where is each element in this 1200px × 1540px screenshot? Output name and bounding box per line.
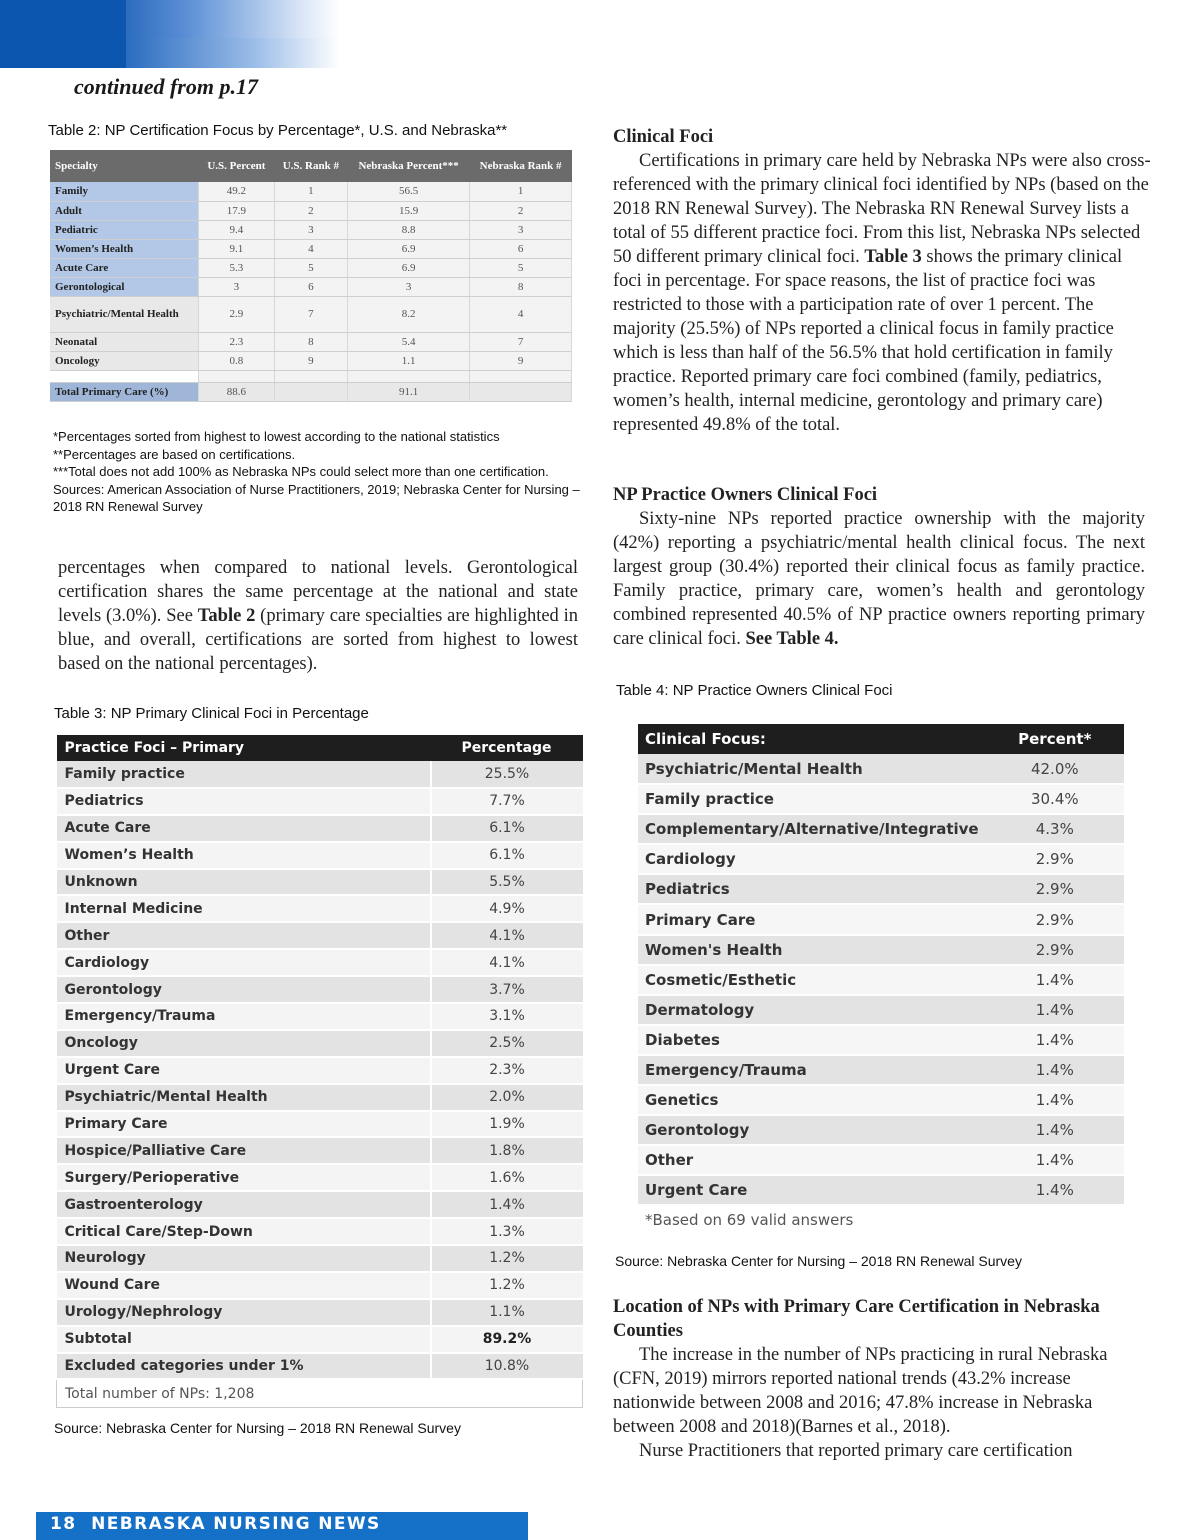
table-row [50, 277, 572, 296]
table2-ne-percent: 8.8 [348, 220, 470, 239]
table-row [638, 965, 1124, 995]
header-blue-block [0, 0, 126, 68]
table4-caption: Table 4: NP Practice Owners Clinical Foci [616, 682, 893, 699]
table-row [57, 1299, 583, 1326]
table3-foci-label: Primary Care [57, 1111, 431, 1138]
header-fade [126, 38, 340, 68]
table3-foci-label: Acute Care [57, 815, 431, 842]
table4-percent: 1.4% [986, 1175, 1124, 1205]
table-row [638, 1175, 1124, 1205]
table2-note: ***Total does not add 100% as Nebraska NPs could select more than one certification. [53, 464, 549, 479]
table4-percent: 1.4% [986, 1055, 1124, 1085]
clinical-foci-text: Certifications in primary care held by Nebraska NPs were also cross-referenced with the primary clinical foci identified by NPs (based on the 2018 RN Renewal Survey). The Nebraska RN Renewal Survey lists a total of 55 different practice foci. From this list, Nebraska NPs selected 50 different primary clinical foci. [613, 151, 1151, 267]
table4-focus-label: Women's Health [638, 935, 986, 965]
table-row [50, 296, 572, 332]
table3-percentage: 6.1% [431, 815, 583, 842]
table-row [57, 1272, 583, 1299]
table3-percentage: 25.5% [431, 761, 583, 788]
table2-caption: Table 2: NP Certification Focus by Percentage*, U.S. and Nebraska** [48, 122, 508, 139]
table4-percent: 42.0% [986, 754, 1124, 784]
table4-focus-label: Genetics [638, 1085, 986, 1115]
table3-foci-label: Oncology [57, 1030, 431, 1057]
table2-ne-rank: 4 [470, 296, 572, 332]
table-row [57, 788, 583, 815]
table3-foci-label: Cardiology [57, 949, 431, 976]
table-row [638, 1025, 1124, 1055]
table3-percentage: 2.5% [431, 1030, 583, 1057]
table3-percentage: 1.9% [431, 1111, 583, 1138]
table2-us-rank: 4 [274, 239, 347, 258]
table2-us-percent: 9.1 [199, 239, 274, 258]
table2-specialty: Psychiatric/Mental Health [50, 296, 199, 332]
table-spacer-row [50, 370, 572, 382]
table-row [50, 332, 572, 351]
table2-reference: Table 2 [197, 606, 256, 626]
table3-percentage: 89.2% [431, 1326, 583, 1353]
table3-foci-label: Gerontology [57, 976, 431, 1003]
table4-reference: See Table 4. [745, 629, 839, 649]
table4-percent: 1.4% [986, 1115, 1124, 1145]
table2-specialty: Adult [50, 201, 199, 220]
table4-focus-label: Family practice [638, 784, 986, 814]
table4-focus-label: Pediatrics [638, 874, 986, 904]
table-row [638, 904, 1124, 934]
table2-note: **Percentages are based on certifications. [53, 446, 296, 462]
table-row [638, 814, 1124, 844]
table3-foci-label: Critical Care/Step-Down [57, 1218, 431, 1245]
table3-percentage: 3.1% [431, 1003, 583, 1030]
table4-focus-label: Other [638, 1145, 986, 1175]
table2-ne-rank: 2 [470, 201, 572, 220]
location-paragraph-2: Nurse Practitioners that reported primary care certification [639, 1441, 1073, 1461]
table2-header-specialty: Specialty [50, 150, 199, 182]
table3-foci-label: Internal Medicine [57, 895, 431, 922]
table4-percent: 2.9% [986, 874, 1124, 904]
table-row [50, 220, 572, 239]
table3-foci-label: Women’s Health [57, 842, 431, 869]
table4-focus-label: Psychiatric/Mental Health [638, 754, 986, 784]
table-row [638, 995, 1124, 1025]
table4-percent: 2.9% [986, 904, 1124, 934]
publication-name: NEBRASKA NURSING NEWS [91, 1514, 381, 1534]
table-row [638, 1055, 1124, 1085]
table2 [50, 150, 572, 402]
table2-ne-rank: 6 [470, 239, 572, 258]
table-row [50, 351, 572, 370]
table4-valid-answers-note: *Based on 69 valid answers [638, 1205, 1124, 1235]
table4-focus-label: Cosmetic/Esthetic [638, 965, 986, 995]
table2-ne-percent: 15.9 [348, 201, 470, 220]
table3-foci-label: Hospice/Palliative Care [57, 1137, 431, 1164]
table-row [638, 784, 1124, 814]
location-heading: Location of NPs with Primary Care Certification in Nebraska Counties [613, 1297, 1100, 1341]
table4-percent: 1.4% [986, 1085, 1124, 1115]
continued-from-label: continued from p.17 [74, 74, 258, 99]
owners-paragraph [613, 507, 1145, 651]
table3-source: Source: Nebraska Center for Nursing – 2018 RN Renewal Survey [54, 1420, 461, 1436]
table2-us-rank: 8 [274, 332, 347, 351]
table3-percentage: 10.8% [431, 1353, 583, 1380]
table4-focus-label: Cardiology [638, 844, 986, 874]
table4-focus-label: Diabetes [638, 1025, 986, 1055]
table3-total-nps: Total number of NPs: 1,208 [57, 1379, 583, 1407]
table-row [50, 201, 572, 220]
table-row [57, 1353, 583, 1380]
table2-header-us-percent: U.S. Percent [199, 150, 274, 182]
table-row [57, 1111, 583, 1138]
table2-specialty: Gerontological [50, 277, 199, 296]
table-row [57, 1003, 583, 1030]
table2-header-ne-rank: Nebraska Rank # [470, 150, 572, 182]
table-row [57, 922, 583, 949]
table-row [638, 935, 1124, 965]
table3-foci-label: Other [57, 922, 431, 949]
table2-ne-rank: 1 [470, 182, 572, 201]
table2-us-rank: 3 [274, 220, 347, 239]
table4-focus-label: Urgent Care [638, 1175, 986, 1205]
table3-caption: Table 3: NP Primary Clinical Foci in Percentage [54, 705, 369, 722]
clinical-foci-heading: Clinical Foci [613, 127, 714, 147]
table2-specialty: Neonatal [50, 332, 199, 351]
table-row [57, 1137, 583, 1164]
table3-foci-label: Neurology [57, 1245, 431, 1272]
table2-notes [53, 428, 583, 516]
table4-percent: 2.9% [986, 935, 1124, 965]
table-row [638, 1145, 1124, 1175]
table3-foci-label: Pediatrics [57, 788, 431, 815]
table3-percentage: 1.8% [431, 1137, 583, 1164]
table2-ne-percent: 56.5 [348, 182, 470, 201]
table2-header-ne-percent: Nebraska Percent*** [348, 150, 470, 182]
table3-foci-label: Subtotal [57, 1326, 431, 1353]
left-paragraph-text: percentages when compared to national levels. Gerontological certification shares the same percentage at the national and state levels (3.0%). See [58, 558, 578, 626]
table2-total-label: Total Primary Care (%) [50, 382, 199, 401]
table2-us-rank: 6 [274, 277, 347, 296]
clinical-foci-paragraph [613, 149, 1153, 437]
table4-focus-label: Gerontology [638, 1115, 986, 1145]
table2-specialty: Pediatric [50, 220, 199, 239]
table-row [57, 1326, 583, 1353]
table4-focus-label: Emergency/Trauma [638, 1055, 986, 1085]
page-number: 18 [50, 1514, 77, 1534]
table2-ne-percent: 6.9 [348, 239, 470, 258]
table3-percentage: 6.1% [431, 842, 583, 869]
table4-focus-label: Dermatology [638, 995, 986, 1025]
table4 [638, 724, 1124, 1236]
table4-percent: 4.3% [986, 814, 1124, 844]
table-row [50, 182, 572, 201]
table-row [57, 761, 583, 788]
table3-foci-label: Family practice [57, 761, 431, 788]
table3-percentage: 1.4% [431, 1191, 583, 1218]
table2-ne-rank: 3 [470, 220, 572, 239]
table-row [638, 1085, 1124, 1115]
table4-focus-label: Primary Care [638, 904, 986, 934]
table-row [57, 842, 583, 869]
table2-us-percent: 49.2 [199, 182, 274, 201]
table3-foci-label: Psychiatric/Mental Health [57, 1084, 431, 1111]
table3-percentage: 2.0% [431, 1084, 583, 1111]
table4-header-percent: Percent* [986, 724, 1124, 754]
table4-percent: 1.4% [986, 965, 1124, 995]
table3-percentage: 1.2% [431, 1272, 583, 1299]
table4-source: Source: Nebraska Center for Nursing – 2018 RN Renewal Survey [615, 1253, 1022, 1269]
table2-us-percent: 5.3 [199, 258, 274, 277]
table2-us-rank: 7 [274, 296, 347, 332]
table3-foci-label: Wound Care [57, 1272, 431, 1299]
table2-us-rank: 2 [274, 201, 347, 220]
table3-header-foci: Practice Foci – Primary [57, 735, 431, 761]
table3-percentage: 1.2% [431, 1245, 583, 1272]
table3-percentage: 4.9% [431, 895, 583, 922]
table3 [56, 735, 583, 1408]
table2-us-percent: 3 [199, 277, 274, 296]
table3-percentage: 4.1% [431, 949, 583, 976]
table3-header-percentage: Percentage [431, 735, 583, 761]
owners-text: Sixty-nine NPs reported practice ownership with the majority (42%) reporting a psychiatric/mental health clinical focus. The next largest group (30.4%) reported their clinical focus as family practice. Family practice, primary care, women’s health and gerontology combined represented 40.5% of NP practice owners reporting primary care clinical foci. [613, 509, 1145, 649]
table2-ne-percent: 1.1 [348, 351, 470, 370]
table-row [57, 1084, 583, 1111]
table2-specialty: Acute Care [50, 258, 199, 277]
table3-percentage: 4.1% [431, 922, 583, 949]
table-row [57, 869, 583, 896]
table4-percent: 1.4% [986, 1145, 1124, 1175]
table2-us-rank: 5 [274, 258, 347, 277]
table3-foci-label: Urology/Nephrology [57, 1299, 431, 1326]
table2-us-rank: 9 [274, 351, 347, 370]
table2-total-row [50, 382, 572, 401]
table-row [57, 895, 583, 922]
table2-ne-rank: 5 [470, 258, 572, 277]
table-row [57, 815, 583, 842]
left-paragraph-text: (primary care specialties are highlighted in blue, and overall, certifications are sorted from highest to lowest based on the national percentages). [58, 606, 578, 674]
table4-focus-label: Complementary/Alternative/Integrative [638, 814, 986, 844]
table-row [638, 844, 1124, 874]
table3-percentage: 5.5% [431, 869, 583, 896]
table2-us-percent: 2.3 [199, 332, 274, 351]
table4-footer-row [638, 1205, 1124, 1235]
table3-percentage: 7.7% [431, 788, 583, 815]
table2-ne-rank: 8 [470, 277, 572, 296]
table-row [57, 1164, 583, 1191]
table2-us-percent: 9.4 [199, 220, 274, 239]
table3-footer-row [57, 1379, 583, 1407]
table2-us-percent: 2.9 [199, 296, 274, 332]
table2-header-us-rank: U.S. Rank # [274, 150, 347, 182]
table3-percentage: 1.6% [431, 1164, 583, 1191]
table-row [57, 1245, 583, 1272]
table3-foci-label: Surgery/Perioperative [57, 1164, 431, 1191]
table2-total-us-percent: 88.6 [199, 382, 274, 401]
table-row [57, 1057, 583, 1084]
table3-foci-label: Gastroenterology [57, 1191, 431, 1218]
table3-foci-label: Emergency/Trauma [57, 1003, 431, 1030]
table3-percentage: 3.7% [431, 976, 583, 1003]
table-row [57, 1191, 583, 1218]
table-row [638, 874, 1124, 904]
table4-percent: 1.4% [986, 1025, 1124, 1055]
table-row [57, 1218, 583, 1245]
table3-percentage: 1.3% [431, 1218, 583, 1245]
table-row [638, 1115, 1124, 1145]
table2-us-percent: 17.9 [199, 201, 274, 220]
table2-specialty: Women’s Health [50, 239, 199, 258]
table-row [57, 949, 583, 976]
table2-ne-rank: 9 [470, 351, 572, 370]
table2-source: Sources: American Association of Nurse Practitioners, 2019; Nebraska Center for Nursing – 2018 RN Renewal Survey [53, 481, 580, 514]
table3-foci-label: Excluded categories under 1% [57, 1353, 431, 1380]
table2-us-percent: 0.8 [199, 351, 274, 370]
table-row [50, 258, 572, 277]
footer-publication [50, 1514, 381, 1534]
table3-percentage: 2.3% [431, 1057, 583, 1084]
table2-ne-percent: 6.9 [348, 258, 470, 277]
clinical-foci-text: shows the primary clinical foci in percentage. For space reasons, the list of practice foci was restricted to those with a participation rate of over 1 percent. The majority (25.5%) of NPs reported a clinical focus in family practice which is less than half of the 56.5% that hold certification in family practice. Reported primary care foci combined (family, pediatrics, women’s health, internal medicine, gerontology and primary care) represented 49.8% of the total. [613, 247, 1123, 435]
table-row [57, 976, 583, 1003]
table-row [638, 754, 1124, 784]
table2-us-rank: 1 [274, 182, 347, 201]
table3-foci-label: Urgent Care [57, 1057, 431, 1084]
table4-percent: 1.4% [986, 995, 1124, 1025]
table4-percent: 30.4% [986, 784, 1124, 814]
left-paragraph [58, 556, 578, 676]
table2-specialty: Family [50, 182, 199, 201]
location-paragraph: The increase in the number of NPs practicing in rural Nebraska (CFN, 2019) mirrors reported national trends (43.2% increase nationwide between 2008 and 2016; 47.8% increase in Nebraska between 2008 and 2018)(Barnes et al., 2018). [613, 1345, 1108, 1437]
table2-ne-percent: 5.4 [348, 332, 470, 351]
table2-ne-rank: 7 [470, 332, 572, 351]
table4-header-focus: Clinical Focus: [638, 724, 986, 754]
table2-ne-percent: 8.2 [348, 296, 470, 332]
table-row [57, 1030, 583, 1057]
owners-heading: NP Practice Owners Clinical Foci [613, 485, 878, 505]
table-row [50, 239, 572, 258]
table2-ne-percent: 3 [348, 277, 470, 296]
table2-specialty: Oncology [50, 351, 199, 370]
table3-percentage: 1.1% [431, 1299, 583, 1326]
table3-reference: Table 3 [864, 247, 922, 267]
table4-percent: 2.9% [986, 844, 1124, 874]
table2-total-ne-percent: 91.1 [348, 382, 470, 401]
table3-foci-label: Unknown [57, 869, 431, 896]
table2-note: *Percentages sorted from highest to lowest according to the national statistics [53, 429, 500, 444]
